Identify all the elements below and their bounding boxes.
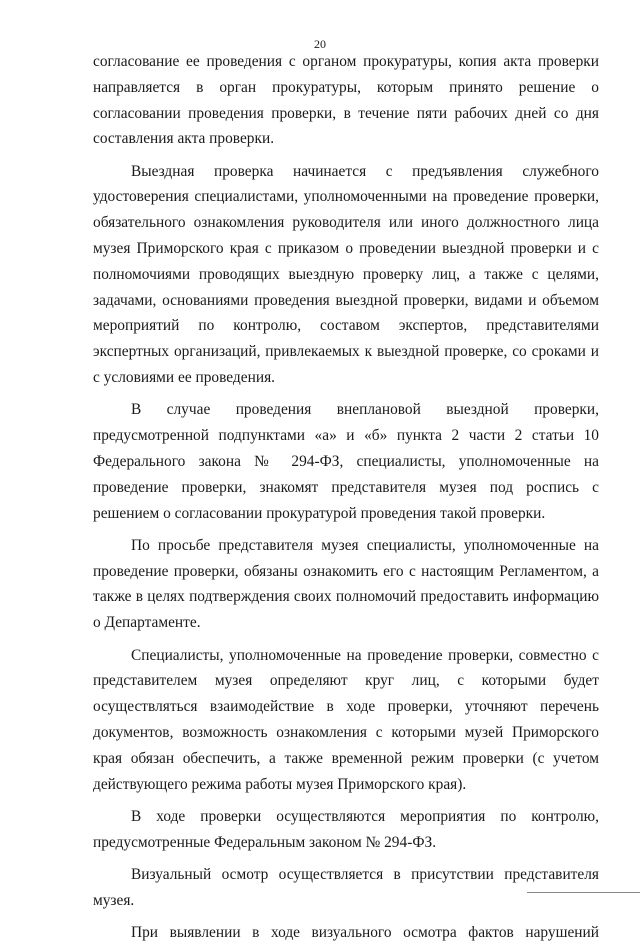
paragraph-regulation-familiarization: По просьбе представителя музея специалисты, уполномоченные на проведение проверки, обязаны ознакомить его с настоящим Регламентом, а также в целях подтверждения своих полномочий предоставить информацию о Департаменте. (93, 536, 599, 632)
footer-rule (527, 892, 640, 893)
paragraph-unscheduled-inspection: В случае проведения внеплановой выездной проверки, предусмотренной подпунктами «а» и «б» пункта 2 части 2 статьи 10 Федерального закона № 294-ФЗ, специалисты, уполномоченные на проведение проверки, знакомят представителя музея под роспись с решением о согласовании прокуратурой проведения такой проверки. (93, 401, 599, 522)
paragraph-field-inspection-start: Выездная проверка начинается с предъявления служебного удостоверения специалистами, уполномоченными на проведение проверки, обязательного ознакомления руководителя или иного должностного лица музея Приморского края с приказом о проведении выездной проверки и с полномочиями проводящих выездную проверку лиц, а также с целями, задачами, основаниями проведения выездной проверки, видами и объемом мероприятий по контролю, составом экспертов, представителями экспертных организаций, привлекаемых к выездной проверке, со сроками и с условиями ее проведения. (93, 162, 599, 387)
document-body (93, 49, 599, 952)
paragraph-control-measures: В ходе проверки осуществляются мероприятия по контролю, предусмотренные Федеральным законом № 294-ФЗ. (93, 807, 599, 851)
paragraph-visual-inspection: Визуальный осмотр осуществляется в присутствии представителя музея. (93, 865, 599, 909)
paragraph-interaction-persons: Специалисты, уполномоченные на проведение проверки, совместно с представителем музея определяют круг лиц, с которыми будет осуществляться взаимодействие в ходе проверки, уточняют перечень документов, возможность ознакомления с которыми музей Приморского края обязан обеспечить, а также временной режим проверки (с учетом действующего режима работы музея Приморского края). (93, 646, 599, 793)
page-number: 20 (314, 37, 326, 51)
paragraph-violations-detected: При выявлении в ходе визуального осмотра фактов нарушений (131, 924, 599, 941)
paragraph-continuation: согласование ее проведения с органом прокуратуры, копия акта проверки направляется в орган прокуратуры, которым принято решение о согласовании проведения проверки, в течение пяти рабочих дней со дня составления акта проверки. (93, 53, 599, 148)
